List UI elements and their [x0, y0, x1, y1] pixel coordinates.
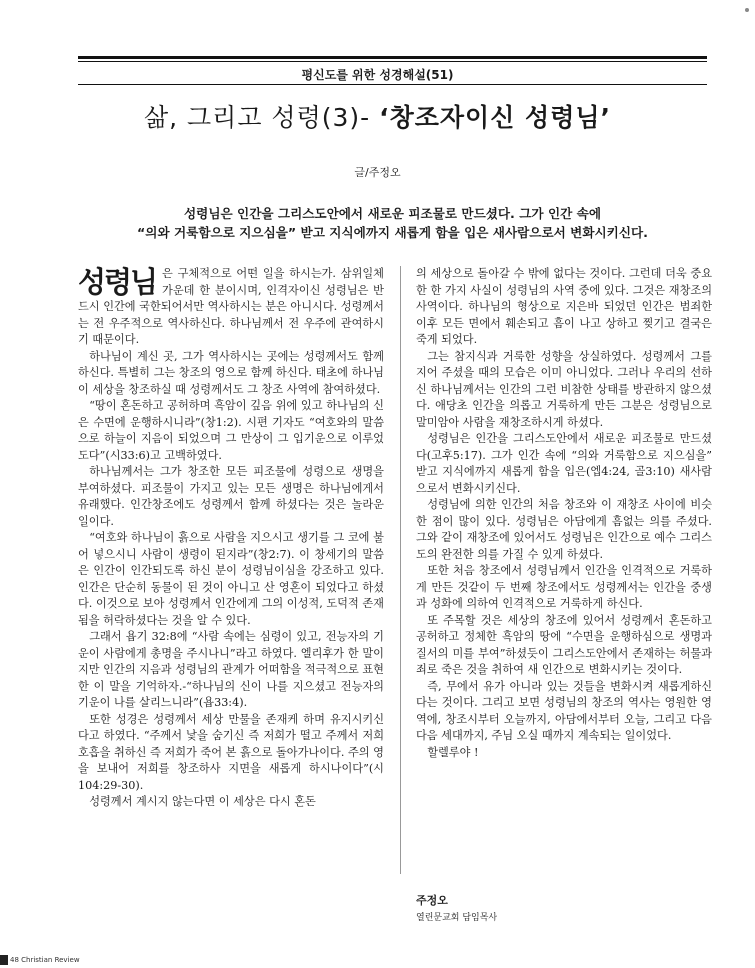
paragraph: 의 세상으로 돌아갈 수 밖에 없다는 것이다. 그런데 더욱 중요한 한 가지 사실이 성령님의 사역 중에 있다. 그것은 재창조의 사역이다. 하나님의 형상으로 지은바 되었던 인간은 범죄한 이후 모든 면에서 훼손되고 흠이 나고 상하고 찢기고 결국은 죽게 되었다.: [416, 267, 712, 346]
article-title-quote: ‘창조자이신 성령님’: [379, 103, 612, 132]
paragraph: [78, 266, 384, 349]
paragraph: 성령께서 계시지 않는다면 이 세상은 다시 혼돈: [89, 795, 316, 808]
signature-name: 주정오: [416, 894, 448, 907]
article-title: [0, 98, 755, 134]
series-rule: [78, 84, 707, 85]
paragraph: 또 주목할 것은 세상의 창조에 있어서 성령께서 혼돈하고 공허하고 정체한 흑암의 땅에 “수면을 운행하심으로 생명과 질서의 미를 부여”하셨듯이 그리스도안에서 존재하는 허물과 죄로 죽은 것을 취하여 새 인간으로 변화시키는 것이다.: [416, 613, 712, 676]
column-divider: [400, 266, 401, 874]
top-rule-thin: [78, 61, 707, 62]
paragraph: 그래서 욥기 32:8에 “사람 속에는 심령이 있고, 전능자의 기운이 사람에게 총명을 주시나니”라고 하였다. 엘리후가 한 말이지만 인간의 지음과 성령님의 관계가 어떠함을 적극적으로 표현한 이 말을 기억하자.-“하나님의 신이 나를 지으셨고 전능자의 기운이 나를 살리느니라”(욥33:4).: [78, 630, 384, 709]
page-edge-marker: [0, 955, 8, 965]
lead-line: “의와 거룩함으로 지으심을” 받고 지식에까지 새롭게 함을 입은 새사람으로서 변화시키신다.: [137, 225, 648, 240]
paragraph: 그는 참지식과 거룩한 성향을 상실하였다. 성령께서 그를 지어 주셨을 때의 모습은 이미 아니었다. 그러나 우리의 선하신 하나님께서는 인간의 그런 비참한 상태를 방관하지 않으셨다. 애당초 인간을 의롭고 거룩하게 만든 그분은 성령님으로 말미암아 사람을 재창조하시게 하셨다.: [416, 349, 712, 429]
page-footer: 48 Christian Review: [10, 956, 80, 964]
author-signature: [416, 892, 497, 923]
body-column-right: [416, 266, 712, 761]
byline: 글/주정오: [354, 166, 401, 179]
paragraph: 성령님에 의한 인간의 처음 창조와 이 재창조 사이에 비슷한 점이 많이 있다. 성령님은 아담에게 흠없는 의를 주셨다. 그와 같이 재창조에 있어서도 성령님은 인간으로 예수 그리스도의 완전한 의를 가질 수 있게 하셨다.: [416, 498, 712, 561]
article-title-main: 삶, 그리고 성령(3)-: [143, 103, 380, 132]
dropcap: 성령님: [78, 265, 157, 299]
paragraph: 하나님께서는 그가 창조한 모든 피조물에 성령으로 생명을 부여하셨다. 피조물이 가지고 있는 모든 생명은 하나님에게서 유래했다. 인간창조에도 성령께서 함께 하셨다는 것은 놀라운 일이다.: [78, 465, 384, 528]
corner-mark: [745, 8, 749, 12]
paragraph: 또한 처음 창조에서 성령님께서 인간을 인격적으로 거룩하게 만든 것같이 두 번째 창조에서도 성령께서는 인간을 중생과 성화에 의하여 인격적으로 거룩하게 하신다.: [416, 564, 712, 610]
lead-line: 성령님은 인간을 그리스도안에서 새로운 피조물로 만드셨다. 그가 인간 속에: [184, 206, 601, 221]
paragraph-text: 은 구체적으로 어떤 일을 하시는가. 삼위일체 가운데 한 분이시며, 인격자이신 성령님은 반드시 인간에 국한되어서만 역사하시는 분은 아니시다. 성령께서는 전 우주적으로 역사하신다. 하나님께서 전 우주에 관여하시기 때문이다.: [78, 267, 384, 346]
paragraph: “여호와 하나님이 흙으로 사람을 지으시고 생기를 그 코에 불어 넣으시니 사람이 생령이 된지라”(창2:7). 이 창세기의 말씀은 인간이 인간되도록 하신 분이 성령님이심을 강조하고 있다. 인간은 단순히 동물이 된 것이 아니고 산 영혼이 되었다고 하셨다. 이것으로 보아 성령께서 인간에게 그의 이성적, 도덕적 존재됨을 허락하셨다는 것을 알 수 있다.: [78, 531, 384, 627]
paragraph: 성령님은 인간을 그리스도안에서 새로운 피조물로 만드셨다(고후5:17). 그가 인간 속에 “의와 거룩함으로 지으심을” 받고 지식에까지 새롭게 함을 입은(엡4:24, 골3:10) 새사람으로서 변화시키신다.: [416, 432, 712, 495]
paragraph: “땅이 혼돈하고 공허하며 흑암이 깊음 위에 있고 하나님의 신은 수면에 운행하시니라”(창1:2). 시편 기자도 “여호와의 말씀으로 하늘이 지음이 되었으며 그 만상이 그 입기운으로 이루었도다”(시33:6)고 고백하였다.: [78, 399, 384, 462]
paragraph: 즉, 무에서 유가 아니라 있는 것들을 변화시켜 새롭게하신다는 것이다. 그리고 보면 성령님의 창조의 역사는 영원한 영역에, 창조시부터 오늘까지, 아담에서부터 오늘, 그리고 다음 다음 세대까지, 주님 오실 때까지 계속되는 일이었다.: [416, 679, 712, 742]
top-rule: [78, 56, 707, 59]
body-column-left: [78, 266, 384, 811]
signature-role: 열린문교회 담임목사: [416, 913, 498, 923]
paragraph: 또한 성경은 성령께서 세상 만물을 존재케 하며 유지시키신다고 하였다. “주께서 낯을 숨기신 즉 저희가 떨고 주께서 저희 호흡을 취하신 즉 저희가 죽어 본 흙으로 돌아가나이다. 주의 영을 보내어 저희를 창조하사 지면을 새롭게 하시나이다”(시104:29-30).: [78, 712, 384, 792]
paragraph: 할렐루야 !: [427, 745, 479, 759]
series-title: 평신도를 위한 성경해설(51): [301, 68, 454, 82]
lead-summary: [70, 204, 715, 242]
paragraph: 하나님이 계신 곳, 그가 역사하시는 곳에는 성령께서도 함께 하신다. 특별히 그는 창조의 영으로 함께 하신다. 태초에 하나님이 세상을 창조하실 때 성령께서도 그 창조 사역에 참여하셨다.: [78, 349, 384, 396]
